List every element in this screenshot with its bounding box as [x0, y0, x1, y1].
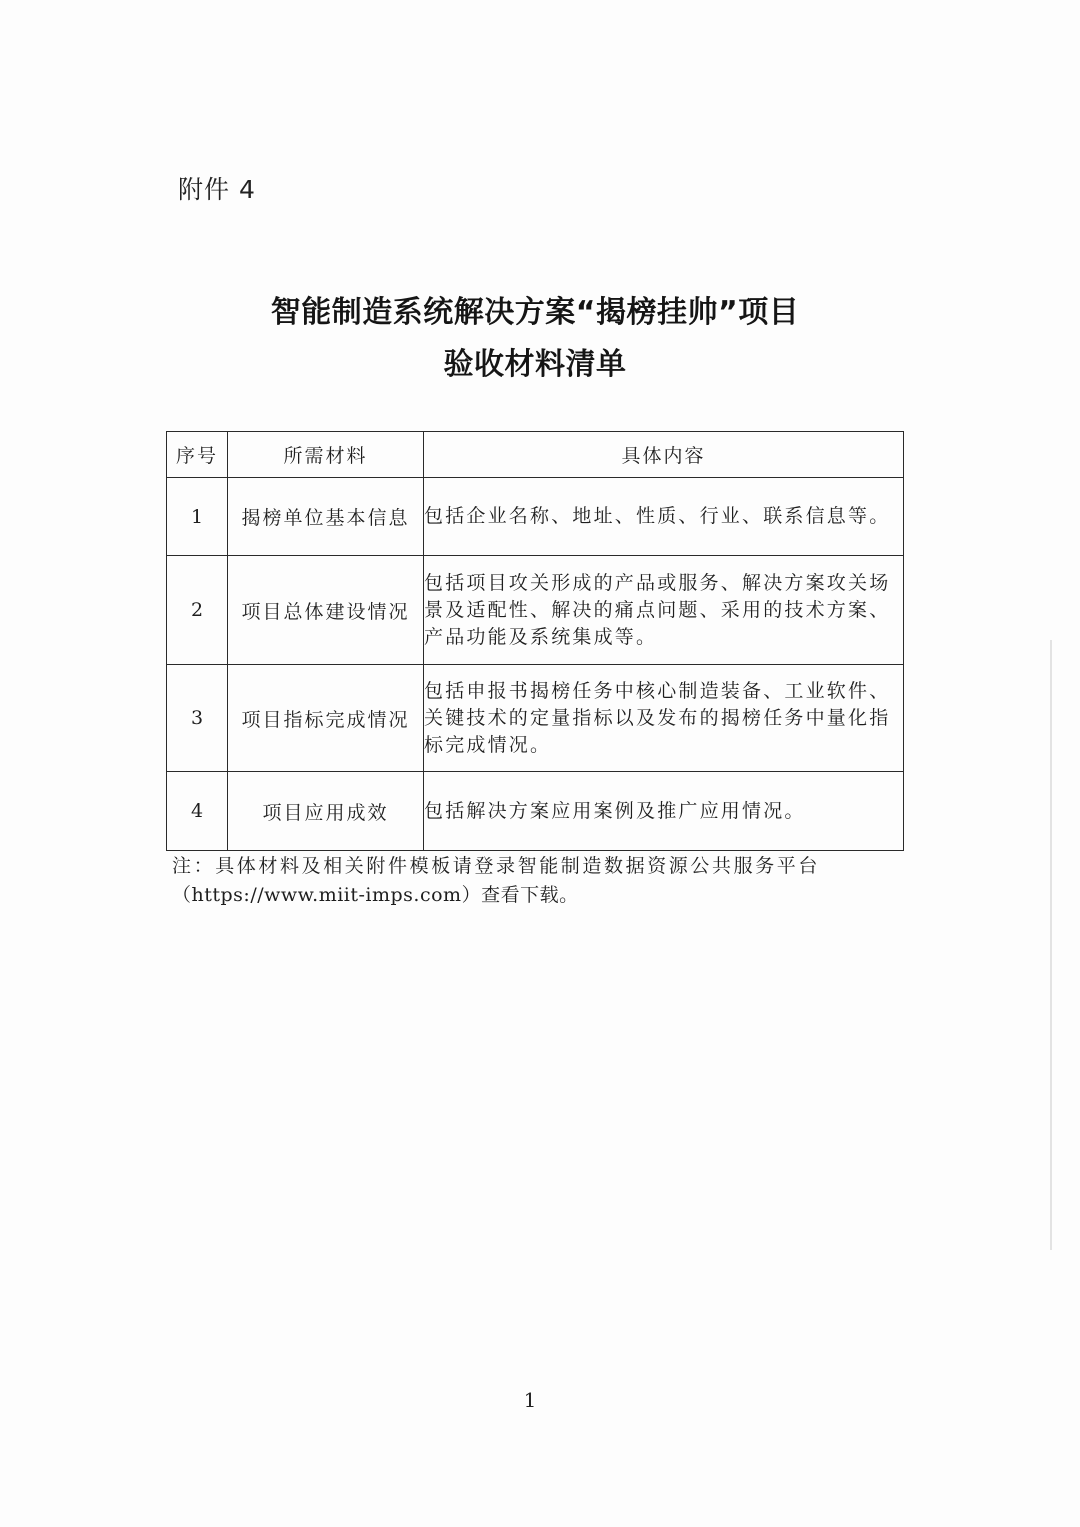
- row-material: 项目指标完成情况: [228, 665, 424, 772]
- row-number: 2: [167, 556, 228, 665]
- row-material: 项目总体建设情况: [228, 556, 424, 665]
- table-header-row: [167, 432, 904, 478]
- footnote-url-line: （https://www.miit-imps.com）查看下载。: [172, 884, 579, 906]
- scan-edge-mark: [1050, 640, 1052, 1250]
- row-content: 包括项目攻关形成的产品或服务、解决方案攻关场景及适配性、解决的痛点问题、采用的技术方案、产品功能及系统集成等。: [424, 556, 904, 665]
- table-row: [167, 478, 904, 556]
- row-content: 包括解决方案应用案例及推广应用情况。: [424, 772, 904, 851]
- row-number: 1: [167, 478, 228, 556]
- table-row: [167, 665, 904, 772]
- row-number: 4: [167, 772, 228, 851]
- attachment-label: 附件 4: [178, 175, 256, 204]
- document-title-line-2: 验收材料清单: [443, 347, 627, 382]
- header-required-material: 所需材料: [228, 432, 424, 478]
- materials-table: [166, 431, 904, 851]
- row-content: 包括申报书揭榜任务中核心制造装备、工业软件、关键技术的定量指标以及发布的揭榜任务中量化指标完成情况。: [424, 665, 904, 772]
- page-number: 1: [523, 1388, 537, 1412]
- row-material: 揭榜单位基本信息: [228, 478, 424, 556]
- header-serial-number: 序号: [167, 432, 228, 478]
- row-material: 项目应用成效: [228, 772, 424, 851]
- document-title-line-1: 智能制造系统解决方案“揭榜挂帅”项目: [270, 295, 800, 330]
- header-content: 具体内容: [424, 432, 904, 478]
- footnote: [172, 852, 897, 910]
- row-content: 包括企业名称、地址、性质、行业、联系信息等。: [424, 478, 904, 556]
- table-row: [167, 556, 904, 665]
- footnote-text: 注：具体材料及相关附件模板请登录智能制造数据资源公共服务平台: [172, 855, 821, 877]
- row-number: 3: [167, 665, 228, 772]
- table-row: [167, 772, 904, 851]
